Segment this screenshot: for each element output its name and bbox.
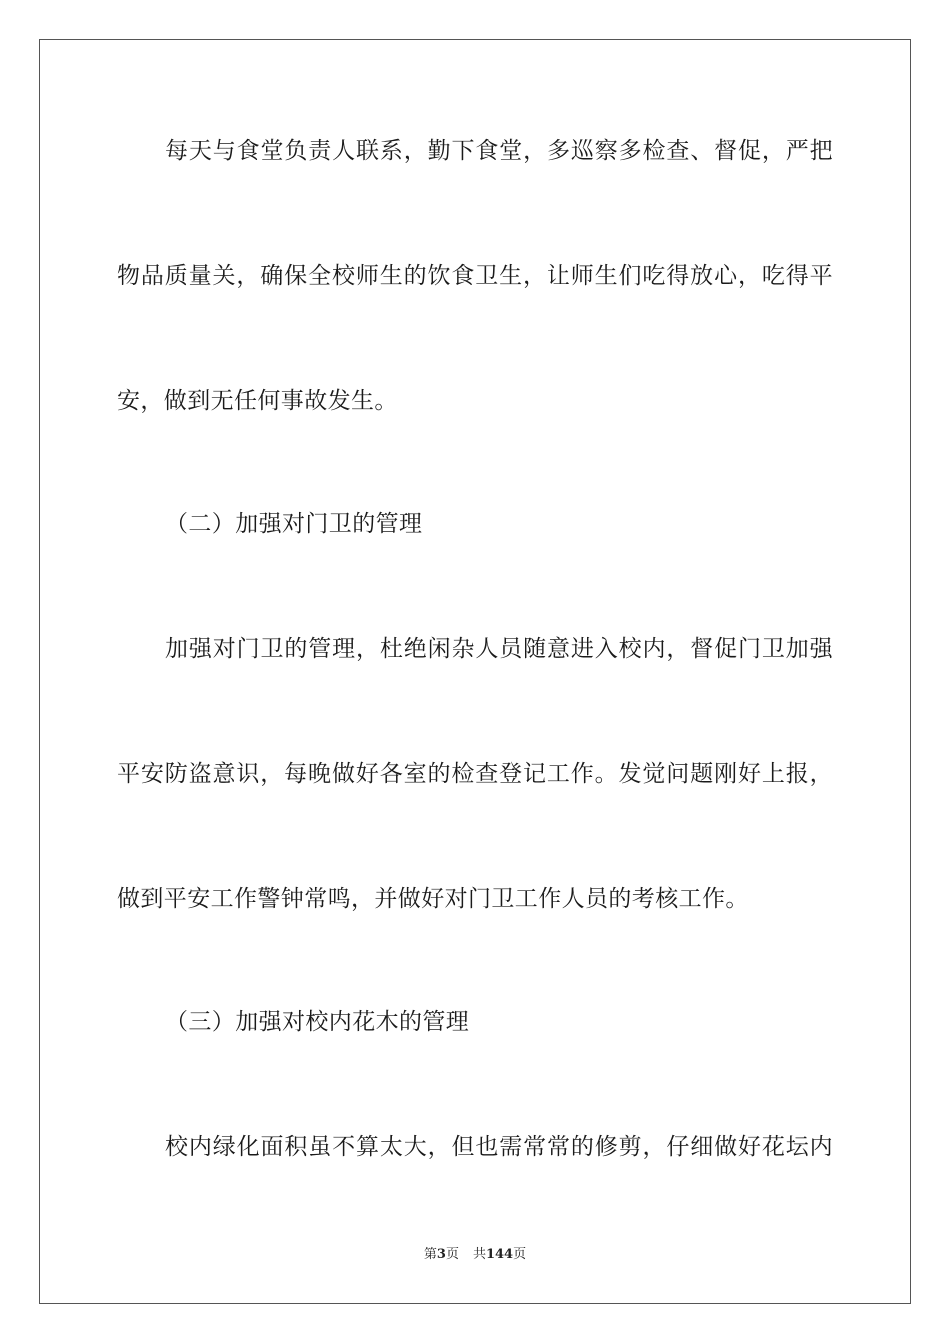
- page-suffix: 页: [445, 1247, 459, 1262]
- paragraph-1-line-3: 安，做到无任何事故发生。: [117, 388, 398, 414]
- paragraph-2-line-1: 加强对门卫的管理，杜绝闲杂人员随意进入校内，督促门卫加强: [165, 636, 833, 662]
- total-prefix: 共: [472, 1247, 486, 1262]
- paragraph-3-line-1: 校内绿化面积虽不算太大，但也需常常的修剪，仔细做好花坛内: [165, 1134, 833, 1160]
- paragraph-1-line-1: 每天与食堂负责人联系，勤下食堂，多巡察多检查、督促，严把: [165, 138, 833, 164]
- paragraph-2-line-3: 做到平安工作警钟常鸣，并做好对门卫工作人员的考核工作。: [117, 886, 749, 912]
- total-pages: 144: [485, 1247, 514, 1262]
- section-heading-2: （二）加强对门卫的管理: [165, 511, 423, 537]
- page-footer: [0, 1246, 950, 1264]
- section-heading-3: （三）加强对校内花木的管理: [165, 1009, 470, 1035]
- page-prefix: 第: [423, 1247, 437, 1262]
- page-border: [39, 39, 911, 1304]
- total-suffix: 页: [513, 1247, 527, 1262]
- page-number: 3: [436, 1247, 446, 1262]
- paragraph-1-line-2: 物品质量关，确保全校师生的饮食卫生，让师生们吃得放心，吃得平: [117, 263, 833, 289]
- paragraph-2-line-2: 平安防盗意识，每晚做好各室的检查登记工作。发觉问题刚好上报，: [117, 761, 833, 787]
